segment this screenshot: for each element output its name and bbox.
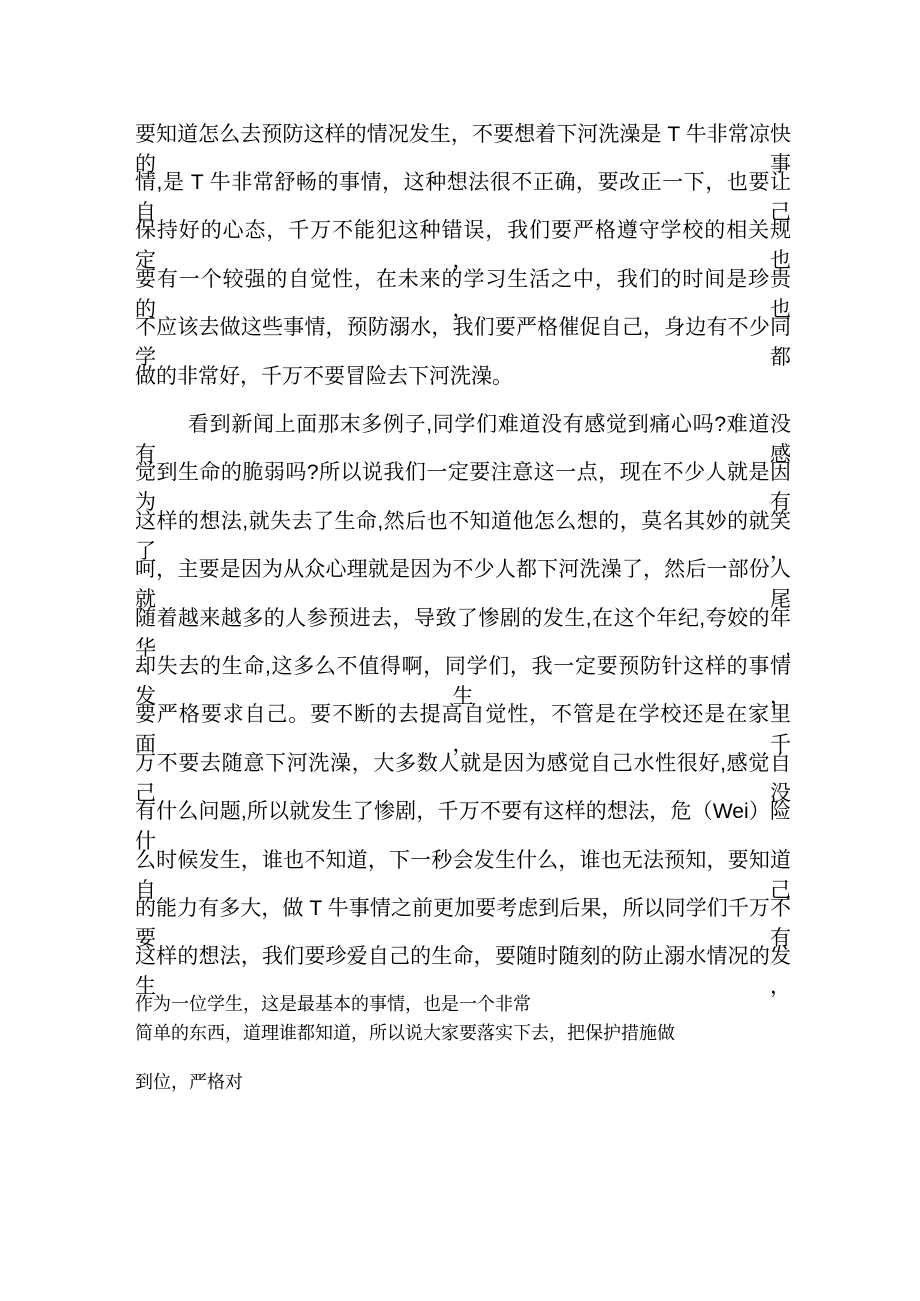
text-line-15: 有什么问题,所以就发生了惨剧，千万不要有这样的想法，危（Wei）险什 <box>135 800 791 853</box>
text-line-12: 却失去的生命,这多么不值得啊，同学们，我一定要预防针这样的事情发生， <box>135 655 791 708</box>
text-line-9: 这样的想法,就失去了生命,然后也不知道他怎么想的，莫名其妙的就笑了， <box>135 510 791 563</box>
text-line-21: 到位，严格对 <box>135 1072 243 1092</box>
text-line-13: 要严格要求自己。要不断的去提高自觉性，不管是在学校还是在家里面，千 <box>135 703 791 756</box>
text-line-19: 作为一位学生，这是最基本的事情，也是一个非常 <box>135 994 531 1014</box>
text-line-5: 不应该去做这些事情，预防溺水，我们要严格催促自己，身边有不少同学都 <box>135 316 791 369</box>
text-line-17: 的能力有多大，做 T 牛事情之前更加要考虑到后果，所以同学们千万不要有 <box>135 897 791 950</box>
text-line-7: 看到新闻上面那末多例子,同学们难道没有感觉到痛心吗?难道没有感 <box>135 413 791 466</box>
text-line-8: 觉到生命的脆弱吗?所以说我们一定要注意这一点，现在不少人就是因为有 <box>135 461 791 514</box>
text-line-2: 情,是 T 牛非常舒畅的事情，这种想法很不正确，要改正一下，也要让自己 <box>135 171 791 224</box>
text-line-11: 随着越来越多的人参预进去，导致了惨剧的发生,在这个年纪,夸姣的年华, <box>135 607 791 660</box>
text-line-10: 呵，主要是因为从众心理就是因为不少人都下河洗澡了，然后一部份人就尾 <box>135 558 791 611</box>
text-line-18: 这样的想法，我们要珍爱自己的生命，要随时随刻的防止溺水情况的发生， <box>135 945 791 998</box>
text-line-20: 简单的东西，道理谁都知道，所以说大家要落实下去，把保护措施做 <box>135 1023 675 1043</box>
text-line-4: 要有一个较强的自觉性，在未来的学习生活之中，我们的时间是珍贵的，也 <box>135 268 791 321</box>
text-line-3: 保持好的心态，千万不能犯这种错误，我们要严格遵守学校的相关规定，也 <box>135 219 791 272</box>
text-line-16: 么时候发生，谁也不知道，下一秒会发生什么，谁也无法预知，要知道自己 <box>135 849 791 902</box>
text-line-6: 做的非常好，千万不要冒险去下河洗澡。 <box>135 365 513 388</box>
text-line-1: 要知道怎么去预防这样的情况发生，不要想着下河洗澡是 T 牛非常凉快的事 <box>135 123 791 176</box>
text-line-14: 万不要去随意下河洗澡，大多数人就是因为感觉自己水性很好,感觉自己没 <box>135 752 791 805</box>
